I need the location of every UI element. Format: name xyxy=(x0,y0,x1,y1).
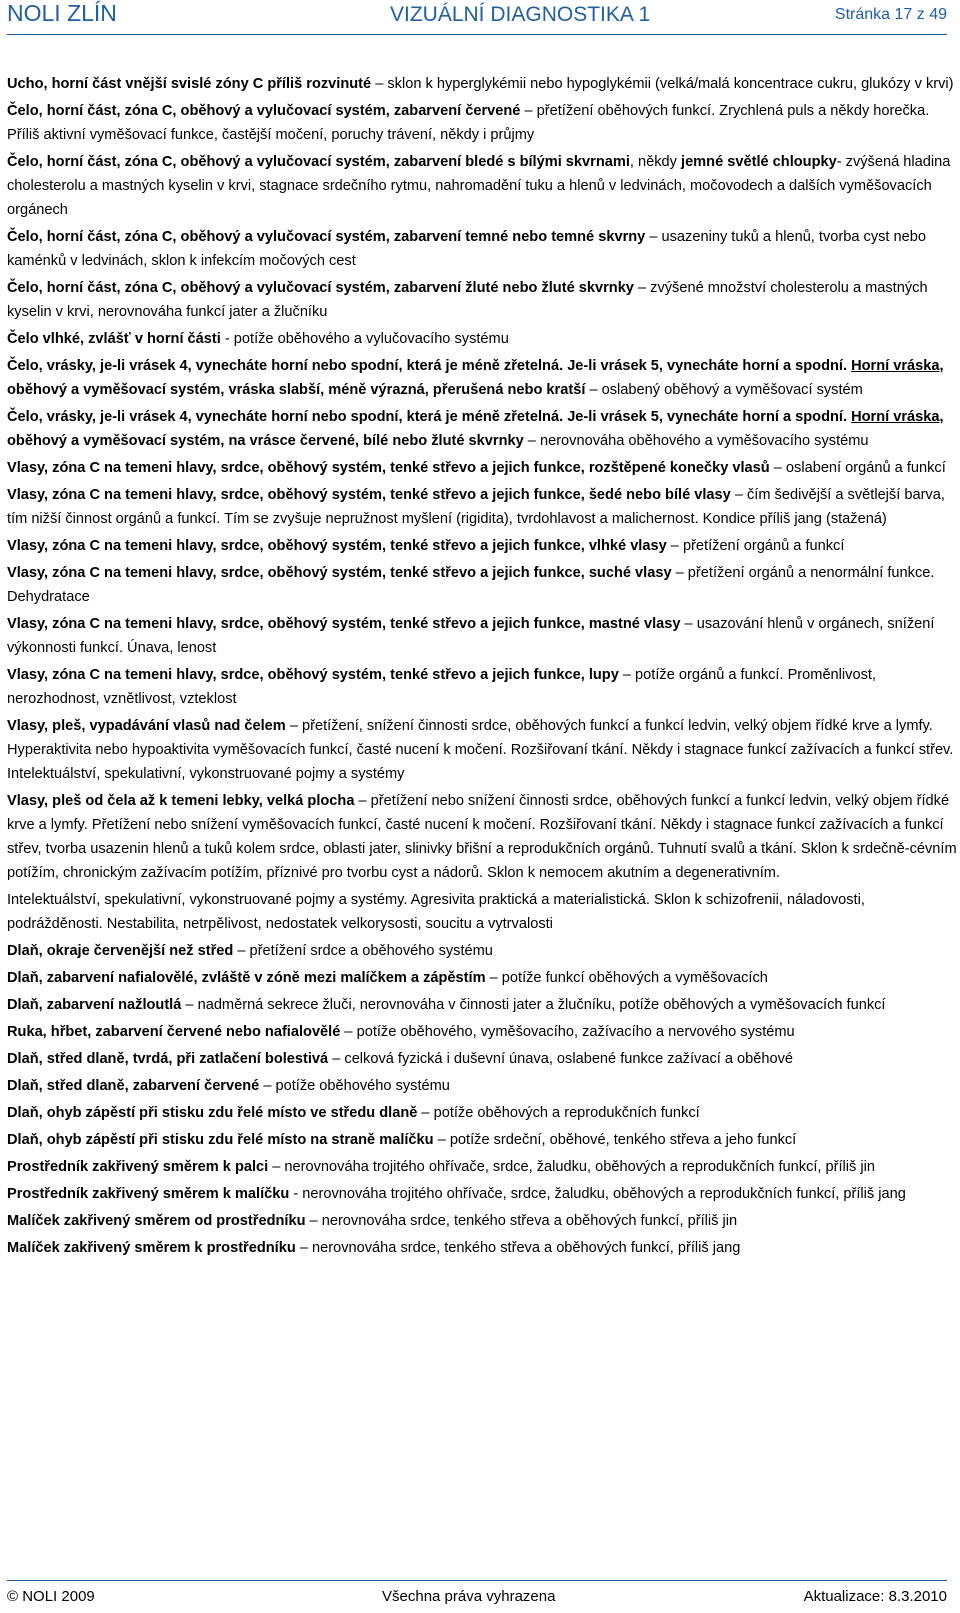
paragraph-heading: , oběhový a vyměšovací systém, vráska slabší, méně výrazná, přerušená nebo kratší xyxy=(7,358,944,398)
footer-rights: Všechna práva vyhrazena xyxy=(382,1588,556,1605)
paragraph-text: – přetížení nebo snížení činnosti srdce, oběhových funkcí a funkcí ledvin, velký objem řídké krve a lymfy. Přetížení nebo snížení vyměšovacích funkcí, časté nucení k močení. Rozšiřovaní tkání. Někdy i stagnace funkcí zažívacích a funkcí střev, tvorba usazenin hlenů a tuků kolem srdce, oblasti jater, slinivky břišní a reprodukčních orgánů. Tuhnutí svalů a tkání. Sklon k srdečně-cévním potížím, chronickým zažívacím potížím, příznivé pro tvorbu cyst a nádorů. Sklon k nemocem akutním a degenerativním. xyxy=(7,793,957,881)
paragraph-heading: Čelo, horní část, zóna C, oběhový a vylučovací systém, zabarvení žluté nebo žluté skvrnky xyxy=(7,280,634,296)
diagnosis-paragraph xyxy=(7,150,957,222)
paragraph-text: – potíže orgánů a funkcí. Proměnlivost, nerozhodnost, vznětlivost, vzteklost xyxy=(7,667,876,707)
paragraph-heading: Vlasy, zóna C na temeni hlavy, srdce, oběhový systém, tenké střevo a jejich funkce, mastné vlasy xyxy=(7,616,681,632)
paragraph-heading: Vlasy, pleš, vypadávání vlasů nad čelem xyxy=(7,718,286,734)
paragraph-text: , někdy xyxy=(629,154,682,170)
paragraph-text: – potíže oběhových a reprodukčních funkcí xyxy=(417,1105,700,1121)
paragraph-heading: jemné světlé chloupky xyxy=(681,154,837,170)
paragraph-text: – sklon k hyperglykémii nebo hypoglykémii (velká/malá koncentrace cukru, glukózy v krvi) xyxy=(371,76,954,92)
diagnosis-paragraph xyxy=(7,1182,957,1206)
diagnosis-paragraph xyxy=(7,1128,957,1152)
paragraph-heading: Malíček zakřivený směrem od prostředníku xyxy=(7,1213,306,1229)
paragraph-heading: Čelo, horní část, zóna C, oběhový a vylučovací systém, zabarvení bledé s bílými skvrnami xyxy=(7,154,630,170)
paragraph-text: – přetížení srdce a oběhového systému xyxy=(233,943,493,959)
paragraph-text: – usazeniny tuků a hlenů, tvorba cyst nebo kaménků v ledvinách, sklon k infekcím močových cest xyxy=(7,229,926,269)
paragraph-text: - potíže oběhového a vylučovacího systému xyxy=(220,331,509,347)
paragraph-text: – oslabený oběhový a vyměšovací systém xyxy=(585,382,863,398)
paragraph-heading: Ruka, hřbet, zabarvení červené nebo nafialovělé xyxy=(7,1024,341,1040)
paragraph-text: - nerovnováha trojitého ohřívače, srdce, žaludku, oběhových a reprodukčních funkcí, příliš jang xyxy=(289,1186,906,1202)
diagnosis-paragraph xyxy=(7,1236,957,1260)
page-footer xyxy=(0,1580,960,1613)
diagnosis-paragraph xyxy=(7,663,957,711)
paragraph-text: – přetížení orgánů a funkcí xyxy=(666,538,845,554)
paragraph-text: – oslabení orgánů a funkcí xyxy=(769,460,946,476)
paragraph-text: Intelektuálství, spekulativní, vykonstruované pojmy a systémy. Agresivita praktická a materialistická. Sklon k schizofrenii, náladovosti, podrážděnosti. Nestabilita, netrpělivost, nedostatek velkorysosti, soucitu a vytrvalosti xyxy=(7,892,865,932)
diagnosis-paragraph xyxy=(7,225,957,273)
header-page-number: Stránka 17 z 49 xyxy=(834,6,947,23)
paragraph-heading: Dlaň, ohyb zápěstí při stisku zdu řelé místo na straně malíčku xyxy=(7,1132,434,1148)
paragraph-heading: Vlasy, zóna C na temeni hlavy, srdce, oběhový systém, tenké střevo a jejich funkce, rozštěpené konečky vlasů xyxy=(7,460,770,476)
diagnosis-paragraph xyxy=(7,888,957,936)
paragraph-text: – celková fyzická i duševní únava, oslabené funkce zažívací a oběhové xyxy=(328,1051,794,1067)
paragraph-heading: Prostředník zakřivený směrem k palci xyxy=(7,1159,269,1175)
diagnosis-paragraph xyxy=(7,1047,957,1071)
diagnosis-paragraph xyxy=(7,1101,957,1125)
header-org-name: NOLI ZLÍN xyxy=(7,0,117,26)
diagnosis-paragraph xyxy=(7,966,957,990)
header-document-title: VIZUÁLNÍ DIAGNOSTIKA 1 xyxy=(390,3,651,26)
paragraph-text: – nerovnováha oběhového a vyměšovacího systému xyxy=(523,433,869,449)
diagnosis-paragraph xyxy=(7,327,957,351)
paragraph-heading: Dlaň, ohyb zápěstí při stisku zdu řelé místo ve středu dlaně xyxy=(7,1105,418,1121)
paragraph-heading: Dlaň, okraje červenější než střed xyxy=(7,943,234,959)
diagnosis-paragraph xyxy=(7,276,957,324)
diagnosis-paragraph xyxy=(7,456,957,480)
paragraph-heading: Dlaň, zabarvení nažloutlá xyxy=(7,997,182,1013)
paragraph-heading: Vlasy, zóna C na temeni hlavy, srdce, oběhový systém, tenké střevo a jejich funkce, šedé nebo bílé vlasy xyxy=(7,487,731,503)
paragraph-heading: Dlaň, střed dlaně, zabarvení červené xyxy=(7,1078,260,1094)
paragraph-heading: Prostředník zakřivený směrem k malíčku xyxy=(7,1186,290,1202)
diagnosis-paragraph xyxy=(7,939,957,963)
paragraph-heading: Čelo vlhké, zvlášť v horní části xyxy=(7,331,221,347)
footer-updated: Aktualizace: 8.3.2010 xyxy=(803,1588,947,1605)
diagnosis-paragraph xyxy=(7,405,957,453)
paragraph-text: – přetížení, snížení činnosti srdce, oběhových funkcí a funkcí ledvin, velký objem řídké krve a lymfy. Hyperaktivita nebo hypoaktivita vyměšovacích funkcí, časté nucení k močení. Rozšiřovaní tkání. Někdy i stagnace funkcí zažívacích a funkcí střev. Intelektuálství, spekulativní, vykonstruované pojmy a systémy xyxy=(7,718,954,782)
paragraph-text: – potíže oběhového, vyměšovacího, zažívacího a nervového systému xyxy=(340,1024,795,1040)
diagnosis-paragraph xyxy=(7,789,957,885)
paragraph-text: - zvýšená hladina cholesterolu a mastných kyselin v krvi, stagnace srdečního rytmu, nahromadění tuku a hlenů v ledvinách, močovodech a dalších vyměšovacích orgánech xyxy=(7,154,951,218)
paragraph-heading: , oběhový a vyměšovací systém, na vrásce červené, bílé nebo žluté skvrnky xyxy=(7,409,944,449)
footer-copyright: © NOLI 2009 xyxy=(7,1588,95,1605)
header-divider xyxy=(7,34,947,35)
document-body xyxy=(7,72,957,1263)
paragraph-text: – potíže srdeční, oběhové, tenkého střeva a jeho funkcí xyxy=(433,1132,797,1148)
paragraph-heading: Čelo, vrásky, je-li vrásek 4, vynecháte horní nebo spodní, která je méně zřetelná. Je-li vrásek 5, vynecháte horní a spodní. xyxy=(7,409,852,425)
diagnosis-paragraph xyxy=(7,1209,957,1233)
paragraph-text: – nadměrná sekrece žluči, nerovnováha v činnosti jater a žlučníku, potíže oběhových a vyměšovacích funkcí xyxy=(181,997,886,1013)
paragraph-text: – přetížení oběhových funkcí. Zrychlená puls a někdy horečka. Příliš aktivní vyměšovací funkce, častější močení, poruchy trávení, někdy i průjmy xyxy=(7,103,930,143)
diagnosis-paragraph xyxy=(7,99,957,147)
diagnosis-paragraph xyxy=(7,1155,957,1179)
paragraph-heading: Ucho, horní část vnější svislé zóny C příliš rozvinuté xyxy=(7,76,372,92)
paragraph-heading: Čelo, horní část, zóna C, oběhový a vylučovací systém, zabarvení červené xyxy=(7,103,521,119)
paragraph-heading: Horní vráska xyxy=(851,409,940,425)
diagnosis-paragraph xyxy=(7,354,957,402)
page-header xyxy=(0,0,960,36)
paragraph-heading: Dlaň, zabarvení nafialovělé, zvláště v zóně mezi malíčkem a zápěstím xyxy=(7,970,486,986)
paragraph-heading: Vlasy, zóna C na temeni hlavy, srdce, oběhový systém, tenké střevo a jejich funkce, suché vlasy xyxy=(7,565,672,581)
diagnosis-paragraph xyxy=(7,1020,957,1044)
footer-divider xyxy=(7,1580,947,1581)
paragraph-text: – potíže oběhového systému xyxy=(259,1078,450,1094)
paragraph-heading: Vlasy, zóna C na temeni hlavy, srdce, oběhový systém, tenké střevo a jejich funkce, lupy xyxy=(7,667,619,683)
paragraph-text: – nerovnováha srdce, tenkého střeva a oběhových funkcí, příliš jin xyxy=(305,1213,738,1229)
diagnosis-paragraph xyxy=(7,612,957,660)
paragraph-heading: Horní vráska xyxy=(851,358,940,374)
paragraph-heading: Čelo, vrásky, je-li vrásek 4, vynecháte horní nebo spodní, která je méně zřetelná. Je-li vrásek 5, vynecháte horní a spodní. xyxy=(7,358,852,374)
diagnosis-paragraph xyxy=(7,561,957,609)
diagnosis-paragraph xyxy=(7,714,957,786)
paragraph-heading: Malíček zakřivený směrem k prostředníku xyxy=(7,1240,296,1256)
paragraph-text: – potíže funkcí oběhových a vyměšovacích xyxy=(485,970,768,986)
diagnosis-paragraph xyxy=(7,993,957,1017)
paragraph-heading: Čelo, horní část, zóna C, oběhový a vylučovací systém, zabarvení temné nebo temné skvrny xyxy=(7,229,646,245)
paragraph-text: – usazování hlenů v orgánech, snížení výkonnosti funkcí. Únava, lenost xyxy=(7,616,935,656)
diagnosis-paragraph xyxy=(7,534,957,558)
paragraph-heading: Dlaň, střed dlaně, tvrdá, při zatlačení bolestivá xyxy=(7,1051,329,1067)
diagnosis-paragraph xyxy=(7,483,957,531)
paragraph-text: – nerovnováha trojitého ohřívače, srdce, žaludku, oběhových a reprodukčních funkcí, příliš jin xyxy=(268,1159,875,1175)
paragraph-text: – přetížení orgánů a nenormální funkce. Dehydratace xyxy=(7,565,935,605)
paragraph-text: – zvýšené množství cholesterolu a mastných kyselin v krvi, nerovnováha funkcí jater a žlučníku xyxy=(7,280,928,320)
paragraph-heading: Vlasy, pleš od čela až k temeni lebky, velká plocha xyxy=(7,793,355,809)
diagnosis-paragraph xyxy=(7,1074,957,1098)
paragraph-text: – nerovnováha srdce, tenkého střeva a oběhových funkcí, příliš jang xyxy=(295,1240,741,1256)
paragraph-heading: Vlasy, zóna C na temeni hlavy, srdce, oběhový systém, tenké střevo a jejich funkce, vlhké vlasy xyxy=(7,538,667,554)
diagnosis-paragraph xyxy=(7,72,957,96)
paragraph-text: – čím šedivější a světlejší barva, tím nižší činnost orgánů a funkcí. Tím se zvyšuje nepružnost myšlení (rigidita), tvrdohlavost a malichernost. Kondice příliš jang (stažená) xyxy=(7,487,945,527)
